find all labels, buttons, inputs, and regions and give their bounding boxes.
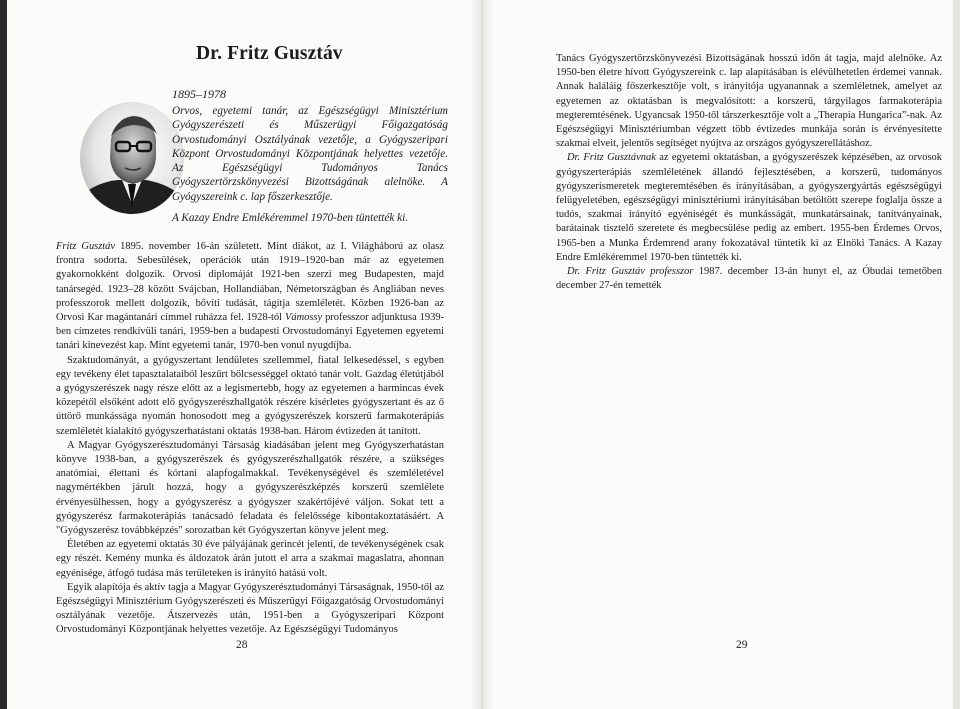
right-body-text [556, 52, 942, 293]
paragraph-text: 1895. november 16-án született. Mint diákot, az I. Világháború az olasz frontra sodorta. Sebesülések, operációk után 1919–1920-ban már az egyetemen gyakornokként dolgozik. Orvosi diplomáját 1921-ben szerzi meg Budapesten, majd tanársegéd. 1923–28 között Svájcban, Hollandiában, Németországban és Angliában neves professzorok mellett dolgozik, bővíti tudását, tágítja szemléletét. Közben 1926-ban az Orvosi Kar magántanári címmel ruházza fel. 1928-tól [56, 241, 444, 324]
life-years: 1895–1978 [172, 87, 226, 101]
paragraph-text: professzor adjunktusa 1939-ben címzetes rendkívüli tanári, 1959-ben a budapesti Orvostudományi Egyetemen egyetemi tanári kinevezést kap. Mint egyetemi tanár, 1970-ben vonul nyugdíjba. [56, 312, 445, 352]
person-name: Dr. Fritz Gusztáv professzor [567, 266, 694, 278]
page-number-right: 29 [736, 639, 748, 651]
page-title: Dr. Fritz Gusztáv [196, 43, 343, 64]
left-body-text [56, 240, 444, 638]
paragraph [556, 265, 942, 293]
right-page [556, 52, 942, 682]
scan-edge-left [0, 0, 7, 709]
paragraph [556, 151, 942, 265]
person-name: Vámossy [285, 312, 323, 324]
paragraph-text: 1987. december 13-án hunyt el, az Óbudai temetőben december 27-én temették [556, 266, 942, 292]
paragraph: A Magyar Gyógyszerésztudományi Társaság kiadásában jelent meg Gyógyszerhatástan könyve 1938-ban, a gyógyszerészek és gyógyszerészhallgatók részére, a szükséges anatómiai, élettani és kórtani alapfogalmakkal. Tevékenységével és szemléletével nagymértékben járult hozzá, hogy a gyógyszerészképzés korszerű szemlélete érvényesülhessen, hogy a gyógyszerész a gyógyszer szakértőjévé váljon. Sokat tett a gyógyszerész farmakoterápiás tanácsadó feladata és felelőssége kibontakoztatásáért. A "Gyógyszerész továbbképzés" sorozatban két Gyógyszertan könyve jelent meg. [56, 439, 444, 537]
paragraph: Egyik alapítója és aktív tagja a Magyar Gyógyszerésztudományi Társaságnak, 1950-től az Egészségügyi Minisztérium Gyógyszerészeti és Műszerügyi Főigazgatóság Orvostudományi osztályának vezetője. Átszervezés után, 1951-ben a Gyógyszeripari Központ Orvostudományi Központjának helyettes vezetője. Az Egészségügyi Tudományos [56, 581, 444, 636]
paragraph-text: az egyetemi oktatásban, a gyógyszerészek képzésében, az orvosok gyógyszerterápiás szemléletének állandó fejlesztésében, a korszerű, tudományos gyógyszerismeretek megteremtésében és irányításában, a gyógyszergyártás egészségügyi felügyeletében, egészségügyi minisztériumi irányításában betöltött szerepe foglalja össze a tudós, szakmai irányító egyéniségét és munkásságát, munkatársainak, tanítványainak, barátainak tisztelő szeretete és megbecsülése pedig az embert. 1955-ben Érdemes Orvos, 1965-ben a Munka Érdemrend arany fokozatával tüntetik ki az Elnöki Tanács. A Kazay Endre Emlékéremmel 1970-ben tüntették ki. [556, 152, 942, 263]
person-name: Fritz Gusztáv [56, 241, 116, 252]
page-number-left: 28 [236, 639, 248, 651]
left-page [56, 40, 448, 680]
book-gutter [470, 0, 494, 709]
person-name: Dr. Fritz Gusztávnak [567, 152, 656, 164]
scan-edge-right [953, 0, 960, 709]
paragraph: Szaktudományát, a gyógyszertant lendületes szellemmel, fiatal lelkesedéssel, s egyben egy tevékeny élet tapasztalataiból leszűrt bölcsességgel oktató tanár volt. Gazdag életútjából a gyógyszerészek nagy része előtt az a legismertebb, hogy az egyetemen a harmincas évek közepétől elsőként adott elő gyógyszerészhallgatók részére kísérletes gyógyszertant és az ő úttörő munkássága nyomán honosodott meg a gyógyszerészek korszerű farmakoterápiás szemléletét kialakító gyógyszerhatástani oktatás 1938-ban. Három évtizeden át tanított. [56, 354, 444, 437]
paragraph: Tanács Gyógyszertörzskönyvezési Bizottságának hosszú időn át tagja, majd alelnöke. Az 1950-ben életre hívott Gyógyszereink c. lap alapításában is elévülhetetlen érdemei vannak. Annak haláláig főszerkesztője volt, s irányítója ugyanannak a szemléletnek, amelyet az egyetemen az oktatásban is megvalósított: a korszerű, tárgyilagos farmakoterápia megteremtésének. Ugyancsak 1950-től társzerkesztője volt a „Therapia Hungarica”-nak. Az Egészségügyi Minisztériumban végzett több évtizedes munkája során is érvényesítette szakmai elveit, jelentős segítséget nyújtva az országos gyógyszerellátáshoz. [556, 53, 942, 150]
paragraph [56, 240, 444, 354]
biography-intro: Orvos, egyetemi tanár, az Egészségügyi Minisztérium Gyógyszerészeti és Műszerügyi Főigazgatóság Orvostudományi Osztályának vezetője, a Gyógyszeripari Központ Orvostudományi Központjának helyettes vezetője. Az Egészségügyi Tudományos Tanács Gyógyszertörzskönyvezési Bizottságának alelnöke. A Gyógyszereink c. lap főszerkesztője. [172, 105, 448, 203]
portrait-photo-icon [78, 100, 186, 216]
paragraph: Életében az egyetemi oktatás 30 éve pályájának gerincét jelenti, de tevékenységének csak egy részét. Kemény munka és áldozatok árán jutott el arra a szakmai magaslatra, ahonnan egyénisége, átfogó tudása más területeken is irányító hatású volt. [56, 539, 444, 579]
award-line: A Kazay Endre Emlékéremmel 1970-ben tüntették ki. [172, 212, 409, 224]
